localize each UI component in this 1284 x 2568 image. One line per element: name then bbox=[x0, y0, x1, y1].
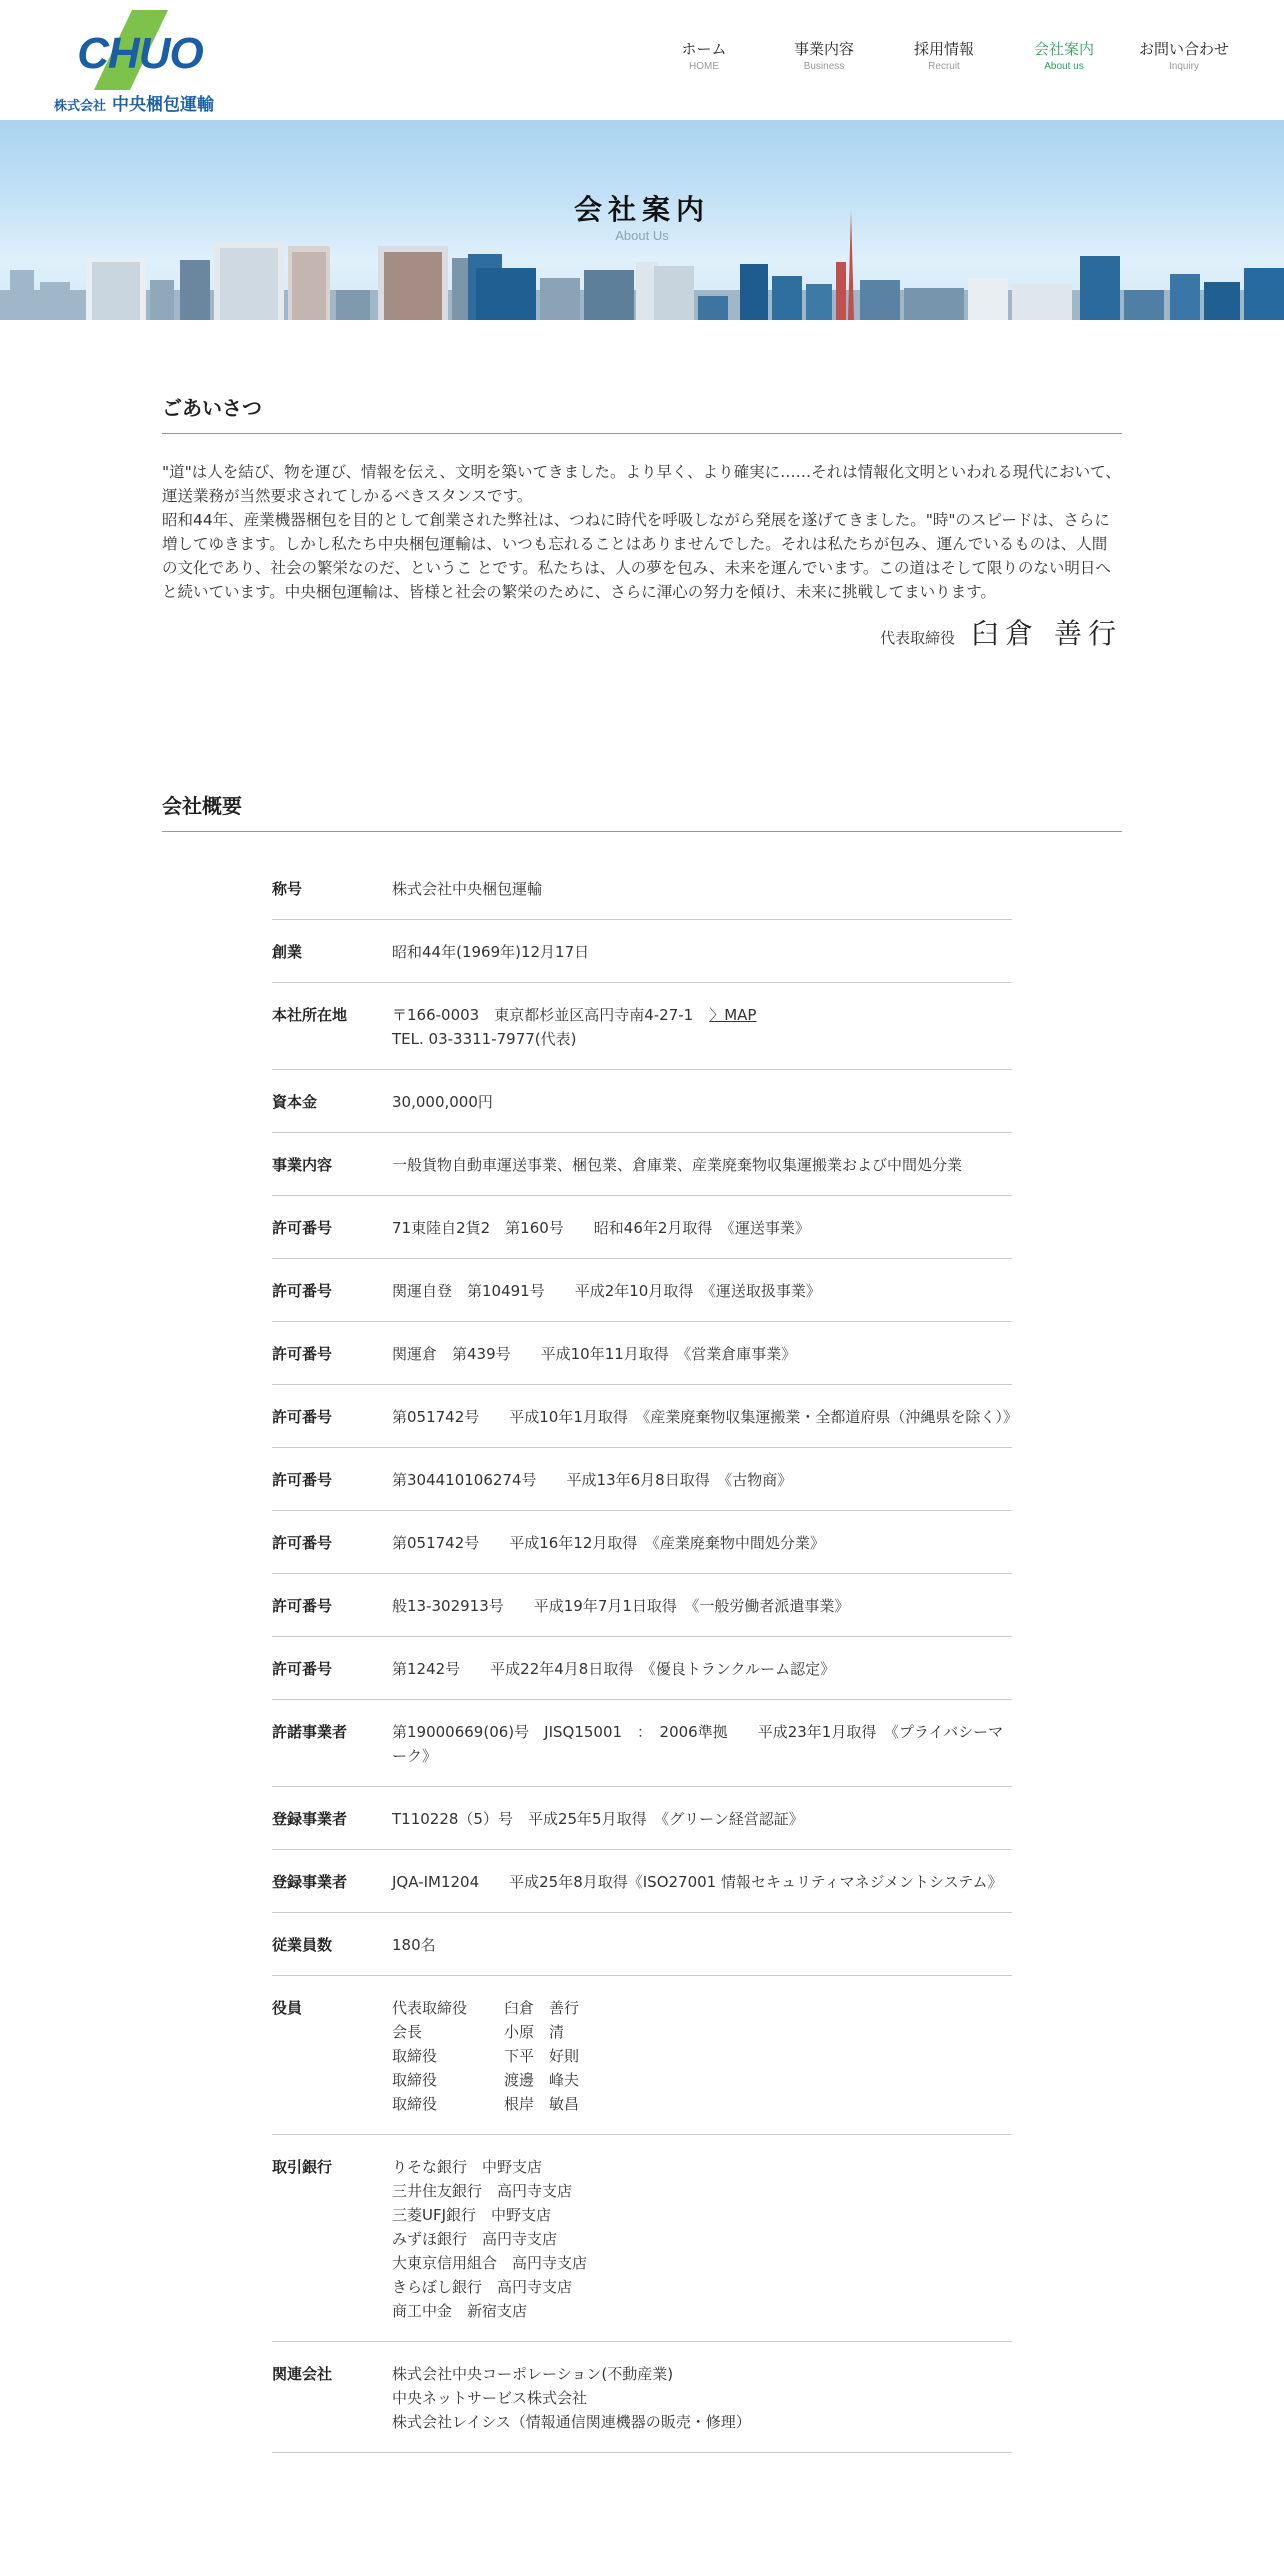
row-label: 許可番号 bbox=[272, 1574, 392, 1637]
officer-item bbox=[392, 2068, 1012, 2092]
related-company-item: 中央ネットサービス株式会社 bbox=[392, 2389, 588, 2407]
table-row bbox=[272, 1070, 1012, 1133]
bank-item: 三井住友銀行 高円寺支店 bbox=[392, 2182, 573, 2200]
table-row bbox=[272, 1574, 1012, 1637]
nav-label: ホーム bbox=[681, 40, 727, 58]
nav-sublabel: Business bbox=[803, 61, 845, 72]
banks-list bbox=[392, 2135, 1012, 2342]
table-row bbox=[272, 1913, 1012, 1976]
officer-item bbox=[392, 2020, 1012, 2044]
nav-item-inquiry[interactable] bbox=[1124, 38, 1244, 88]
logo-company-name bbox=[54, 90, 214, 115]
row-value: 一般貨物自動車運送事業、梱包業、倉庫業、産業廃棄物収集運搬業および中間処分業 bbox=[392, 1133, 1012, 1196]
officer-name: 渡邊 峰夫 bbox=[504, 2071, 580, 2089]
row-label: 本社所在地 bbox=[272, 983, 392, 1070]
row-value: 昭和44年(1969年)12月17日 bbox=[392, 920, 1012, 983]
officer-role: 取締役 bbox=[392, 2071, 438, 2089]
row-label: 従業員数 bbox=[272, 1913, 392, 1976]
main-nav bbox=[644, 38, 1244, 88]
bank-item: みずほ銀行 高円寺支店 bbox=[392, 2230, 558, 2248]
row-label: 資本金 bbox=[272, 1070, 392, 1133]
officer-item bbox=[392, 2044, 1012, 2068]
table-row bbox=[272, 1637, 1012, 1700]
officer-role: 会長 bbox=[392, 2023, 423, 2041]
site-header bbox=[0, 0, 1284, 120]
row-value: 71東陸自2貨2 第160号 昭和46年2月取得 《運送事業》 bbox=[392, 1196, 1012, 1259]
officer-name: 下平 好則 bbox=[504, 2047, 580, 2065]
table-row bbox=[272, 1385, 1012, 1448]
table-row bbox=[272, 857, 1012, 920]
profile-heading: 会社概要 bbox=[162, 790, 1122, 832]
logo-small-text: 株式会社 bbox=[54, 99, 107, 114]
row-label: 許可番号 bbox=[272, 1259, 392, 1322]
officer-name: 臼倉 善行 bbox=[504, 1999, 580, 2017]
address-text: 〒166-0003 東京都杉並区高円寺南4-27-1 bbox=[392, 1006, 694, 1024]
row-value: 180名 bbox=[392, 1913, 1012, 1976]
row-value: 第1242号 平成22年4月8日取得 《優良トランクルーム認定》 bbox=[392, 1637, 1012, 1700]
related-company-item: 株式会社レイシス（情報通信関連機器の販売・修理） bbox=[392, 2413, 751, 2431]
row-value: 関運自登 第10491号 平成2年10月取得 《運送取扱事業》 bbox=[392, 1259, 1012, 1322]
row-label: 登録事業者 bbox=[272, 1787, 392, 1850]
row-value: T110228（5）号 平成25年5月取得 《グリーン経営認証》 bbox=[392, 1787, 1012, 1850]
logo-name-text: 中央梱包運輸 bbox=[112, 95, 215, 115]
nav-item-home[interactable] bbox=[644, 38, 764, 88]
row-label: 役員 bbox=[272, 1976, 392, 2135]
table-row bbox=[272, 1787, 1012, 1850]
row-label: 許諾事業者 bbox=[272, 1700, 392, 1787]
logo-mark-text: CHUO bbox=[77, 29, 203, 78]
nav-sublabel: Inquiry bbox=[1168, 61, 1199, 72]
greeting-heading: ごあいさつ bbox=[162, 392, 1122, 434]
row-label: 許可番号 bbox=[272, 1511, 392, 1574]
row-value: JQA-IM1204 平成25年8月取得《ISO27001 情報セキュリティマネジメントシステム》 bbox=[392, 1850, 1012, 1913]
row-value: 第051742号 平成10年1月取得 《産業廃棄物収集運搬業・全都道府県（沖縄県を除く）》 bbox=[392, 1385, 1012, 1448]
greeting-text bbox=[162, 460, 1122, 604]
table-row bbox=[272, 1976, 1012, 2135]
row-value: 株式会社中央梱包運輸 bbox=[392, 857, 1012, 920]
row-label: 関連会社 bbox=[272, 2342, 392, 2453]
officer-item bbox=[392, 2092, 1012, 2116]
row-label: 許可番号 bbox=[272, 1322, 392, 1385]
bank-item: 三菱UFJ銀行 中野支店 bbox=[392, 2206, 552, 2224]
row-label: 許可番号 bbox=[272, 1196, 392, 1259]
officer-name: 根岸 敏昌 bbox=[504, 2095, 580, 2113]
row-value: 第19000669(06)号 JISQ15001 ： 2006準拠 平成23年1月取得 《プライバシーマーク》 bbox=[392, 1700, 1012, 1787]
table-row bbox=[272, 1196, 1012, 1259]
hero-banner bbox=[0, 120, 1284, 320]
page-title: 会社案内 bbox=[573, 193, 710, 226]
page-subtitle: About Us bbox=[615, 228, 669, 243]
nav-label: 会社案内 bbox=[1033, 40, 1094, 58]
nav-label: 採用情報 bbox=[913, 40, 974, 58]
nav-item-recruit[interactable] bbox=[884, 38, 1004, 88]
row-label: 登録事業者 bbox=[272, 1850, 392, 1913]
table-row bbox=[272, 1322, 1012, 1385]
table-row bbox=[272, 920, 1012, 983]
nav-sublabel: About us bbox=[1044, 61, 1084, 72]
row-value: 般13-302913号 平成19年7月1日取得 《一般労働者派遣事業》 bbox=[392, 1574, 1012, 1637]
table-row bbox=[272, 1850, 1012, 1913]
greeting-paragraph: 昭和44年、産業機器梱包を目的として創業された弊社は、つねに時代を呼吸しながら発展を遂げてきました。"時"のスピードは、さらに増してゆきます。しかし私たち中央梱包運輸は、いつも忘れることはありませんでした。それは私たちが包み、運んでいるものは、人間の文化であり、社会の繁栄なのだ、というこ とです。私たちは、人の夢を包み、未来を運んでいます。この道はそして限りのない明日へと続いています。中央梱包運輸は、皆様と社会の繁栄のために、さらに渾心の努力を傾け、未来に挑戦してまいります。 bbox=[162, 511, 1111, 601]
nav-item-business[interactable] bbox=[764, 38, 884, 88]
row-value: 第304410106274号 平成13年6月8日取得 《古物商》 bbox=[392, 1448, 1012, 1511]
table-row bbox=[272, 1511, 1012, 1574]
table-row bbox=[272, 1259, 1012, 1322]
row-label: 許可番号 bbox=[272, 1637, 392, 1700]
nav-sublabel: Recruit bbox=[928, 61, 960, 72]
row-value: 関運倉 第439号 平成10年11月取得 《営業倉庫事業》 bbox=[392, 1322, 1012, 1385]
bank-item: 大東京信用組合 高円寺支店 bbox=[392, 2254, 588, 2272]
officer-name: 小原 清 bbox=[504, 2023, 565, 2041]
row-value: 30,000,000円 bbox=[392, 1070, 1012, 1133]
greeting-signature bbox=[880, 612, 1122, 652]
company-profile-table bbox=[272, 857, 1018, 2453]
nav-label: 事業内容 bbox=[793, 40, 854, 58]
nav-label: お問い合わせ bbox=[1138, 40, 1229, 58]
table-row bbox=[272, 983, 1012, 1070]
row-label: 許可番号 bbox=[272, 1385, 392, 1448]
signature-name: 臼倉 善行 bbox=[971, 617, 1122, 650]
table-row bbox=[272, 1448, 1012, 1511]
officers-list bbox=[392, 1976, 1012, 2135]
row-label: 称号 bbox=[272, 857, 392, 920]
map-link[interactable]: 〉MAP bbox=[709, 1006, 757, 1024]
row-label: 事業内容 bbox=[272, 1133, 392, 1196]
bank-item: 商工中金 新宿支店 bbox=[392, 2302, 528, 2320]
row-value: 第051742号 平成16年12月取得 《産業廃棄物中間処分業》 bbox=[392, 1511, 1012, 1574]
row-label: 取引銀行 bbox=[272, 2135, 392, 2342]
bank-item: りそな銀行 中野支店 bbox=[392, 2158, 543, 2176]
officer-role: 代表取締役 bbox=[392, 1999, 468, 2017]
nav-item-about[interactable] bbox=[1004, 38, 1124, 88]
officer-item bbox=[392, 1996, 1012, 2020]
bank-item: きらぼし銀行 高円寺支店 bbox=[392, 2278, 573, 2296]
row-label: 創業 bbox=[272, 920, 392, 983]
greeting-paragraph: "道"は人を結び、物を運び、情報を伝え、文明を築いてきました。より早く、より確実に……それは情報化文明といわれる現代において、運送業務が当然要求されてしかるべきスタンスです。 bbox=[162, 463, 1121, 505]
table-row bbox=[272, 2135, 1012, 2342]
officer-role: 取締役 bbox=[392, 2047, 438, 2065]
table-row bbox=[272, 1700, 1012, 1787]
related-company-item: 株式会社中央コーポレーション(不動産業) bbox=[392, 2365, 674, 2383]
nav-sublabel: HOME bbox=[689, 61, 719, 72]
officer-role: 取締役 bbox=[392, 2095, 438, 2113]
row-label: 許可番号 bbox=[272, 1448, 392, 1511]
related-companies-list bbox=[392, 2342, 1012, 2453]
row-value bbox=[392, 983, 1012, 1070]
table-row bbox=[272, 1133, 1012, 1196]
chuo-logo-mark bbox=[70, 10, 210, 90]
phone-text: TEL. 03-3311-7977(代表) bbox=[392, 1030, 577, 1048]
signature-role: 代表取締役 bbox=[880, 629, 956, 647]
company-logo[interactable] bbox=[54, 10, 234, 114]
table-row bbox=[272, 2342, 1012, 2453]
